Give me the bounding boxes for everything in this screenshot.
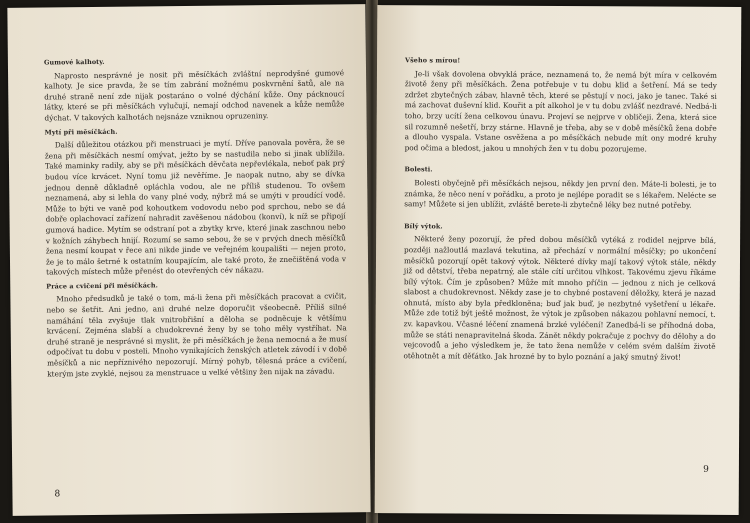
right-page-content: [403, 55, 717, 363]
paragraph: Další důležitou otázkou při menstruaci je mytí. Dříve panovala pověra, že se žena při měsíčkách nesmí omývat, ježto by se nastudila nebo si jinak ublížila. Také maminky radily, aby se při měsíčkách děvčata nepřevlékala, neboť pak prý budou více krvácet. Nyní tomu již nevěříme. Je naopak nutno, aby se dívka jednou denně důkladně opláchla vodou, ale ne příliš studenou. To ovšem neznamená, aby si lehla do vany plné vody, nýbrž má se umýti v proudící vodě. Může to býti ve vaně pod kohoutkem vodovodu nebo pod sprchou, nebo se dá dobře oplachovací zařízení nahradit zavěšenou nádobou (konví), k níž se připojí gumová hadice. Mytím se odstraní pot a zbytky krve, které jinak zaschnou nebo v kožních záhybech hnijí. Rozumí se samo sebou, že se v prvých dnech měsíčků žena nesmí koupat v řece ani nikde jinde ve veřejném koupališti — nejen proto, že je to málo šetrné k ostatním koupajícím, ale také proto, že znečištěná voda v takových místech může přenést do otevřených cév nákazu.: [44, 137, 347, 277]
heading-prace-a-cviceni: Práce a cvičení při měsíčkách.: [46, 281, 159, 291]
paragraph: Je-li však dovolena obvyklá práce, neznamená to, že nemá být míra v celkovém životě ženy při měsíčkách. Žena potřebuje v tu dobu klid a šetření. Má se tedy zdržet zbytečných zábav, hlavně těch, které se pěstují v noci, jako je tanec. Také si má zachovat duševní klid. Kouřit a pít alkohol je v tu dobu zvlášť nezdravé. Nedbá-li toho, brzy ucítí žena celkovou únavu. Projeví se nejprve v obličeji. Žena, která sice sil rozumně nešetří, brzy stárne. Hlavně je třeba, aby se v době měsíčků žena dobře a dlouho vyspala. Vstane osvěžena a po měsíčkách nebude mít ony modré kruhy pod očima a bledost, jakou u mnohých žen v tu dobu pozorujeme.: [404, 68, 717, 154]
heading-gumove-kalhoty: Gumové kalhoty.: [43, 57, 105, 67]
heading-vseho-s-mirou: Všeho s mírou!: [405, 56, 461, 65]
heading-bolesti: Bolesti.: [404, 165, 433, 174]
paragraph: Některé ženy pozorují, že před dobou měsíčků vytéká z rodidel nejprve bílá, později nažloutlá mazlavá tekutina, až přechází v normální měsíčky; po ukončení měsíčků pozorují opět takový výtok. Některé dívky mají takový výtok stále, někdy již od dětství, třeba nepatrný, ale stále cítí určitou vlhkost. Takovému zjevu říkáme bílý výtok. Čím je způsoben? Může mít mnoho příčin — jednou z nich je celková slabost a chudokrevnost. Někdy zase je to chybné postavení děložky, která je nazad ohnutá, místo aby byla předkloněna; buď jak buď, je nezbytné vyšetření u lékaře. Může zde totiž být ještě možnost, že výtok je způsoben nákazou pohlavní nemocí, t. zv. kapavkou. Včasné léčení znamená brzké vyléčení! Zanedbá-li se příhodná doba, může se státi nenapravitelná škoda. Zánět někdy pokračuje z pochvy do dělohy a do vejcovodů a jeho výsledkem je, že tato žena nemůže v celém svém dalším životě otěhotnět a mít děťátko. Jak hrozné by to bylo poznání a jaký smutný život!: [403, 234, 717, 362]
left-page: [7, 4, 370, 516]
right-page: [375, 5, 742, 515]
page-number: 8: [54, 489, 61, 500]
left-page-content: [44, 54, 347, 379]
page-number: 9: [703, 464, 709, 475]
heading-myti: Mytí při měsíčkách.: [44, 127, 118, 137]
heading-bily-vytok: Bílý výtok.: [404, 221, 443, 231]
paragraph: Bolesti obyčejně při měsíčkách nejsou, někdy jen první den. Máte-li bolesti, je to známka, že něco není v pořádku, a proto je nejlépe poradit se s lékařem. Nelécte se samy! Můžete si jen ublížit, zvláště berete-li zbytečně léky bez nutné potřeby.: [404, 178, 717, 210]
paragraph: Naprosto nesprávné je nosit při měsíčkách zvláštní neprodyšné gumové kalhoty. Je sice pravda, že se tím zabrání možnému poskvrnění šatů, ale na druhé straně není zde nijak postaráno o volné dýchání kůže. Ony pácknoucí látky, které se při měsíčkách vylučují, nemají odchod navenek a kůže nemůže dýchat. V takových kalhotách nejsnáze vzniknou opruzeniny.: [44, 67, 345, 123]
paragraph: Mnoho předsudků je také o tom, má-li žena při měsíčkách pracovat a cvičit, nebo se šetřit. Ani jedno, ani druhé nelze doporučit všeobecně. Příliš silné namáhání těla zvyšuje tlak vnitrobřišní a děloha se podněcuje k většímu krvácení. Zejména slabší a chudokrevné ženy by se toho měly vystříhat. Na druhé straně je nesprávné si myslit, že při měsíčkách je žena nemocná a že musí odpočívat tu dobu v posteli. Mnoho vynikajících ženských atletek závodí i v době měsíčků a nic nepříznivého nepozorují. Mírný pohyb, tělesná práce a cvičení, kterým jste zvyklé, nejsou za menstruace u velké většiny žen nijak na závadu.: [46, 291, 348, 379]
